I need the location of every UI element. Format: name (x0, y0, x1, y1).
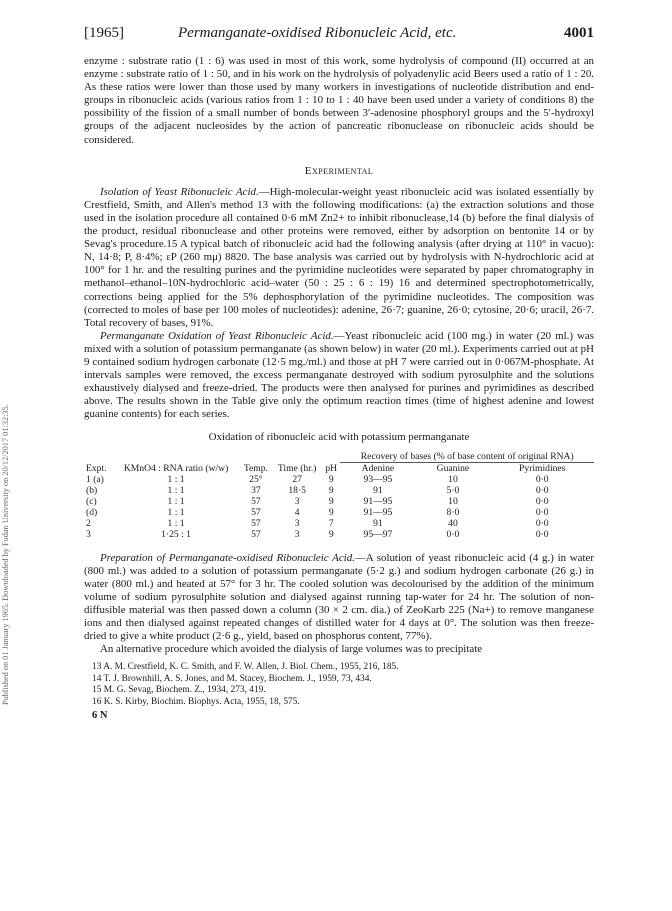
table-cell: 0·0 (535, 528, 549, 540)
download-watermark (0, 150, 16, 710)
col-expt: Expt. (86, 462, 107, 474)
table-row (84, 518, 594, 529)
table-cell: 1 : 1 (167, 484, 185, 496)
table-cell: 0·0 (535, 506, 549, 518)
col-pyrimidines: Pyrimidines (519, 462, 566, 474)
table-row (84, 529, 594, 540)
table-cell: 7 (328, 517, 334, 529)
isolation-paragraph (84, 186, 594, 330)
table-cell: 91 (373, 484, 383, 496)
table-cell: 27 (292, 473, 302, 485)
oxidation-title: Permanganate Oxidation of Yeast Ribonucleic Acid. (100, 329, 334, 342)
table-cell: 40 (448, 517, 458, 529)
preparation-paragraph (84, 552, 594, 644)
table-cell: 3 (294, 528, 300, 540)
table-cell: 57 (251, 506, 261, 518)
table-cell: 3 (86, 528, 91, 540)
table-row (84, 496, 594, 507)
table-cell: 5·0 (446, 484, 460, 496)
table-row (84, 474, 594, 485)
isolation-text: —High-molecular-weight yeast ribonucleic acid was isolated essentially by Crestfield, Smith, and Allen's method 13 with the following modifications: (a) the extraction solutions and those used in the isolation procedure all contained 0·6 mM Zn2+ to inhibit ribonuclease,14 (b) before the final dialysis of the product, residual ribonuclease and other proteins were removed, either by adsorption on bentonite 14 or by Sevag's procedure.15 A typical batch of ribonucleic acid had the following analysis (after drying at 110° in vacuo): N, 14·8; P, 8·4%; εP (260 mμ) 8820. The base analysis was carried out by hydrolysis with N-hydrochloric acid at 100° for 1 hr. and the resulting purines and the pyrimidine nucleotides were separated by paper chromatography in methanol–ethanol–10N-hydrochloric acid–water (50 : 25 : 6 : 19) 16 and determined spectrophotometrically, corrections being applied for the 5% dephosphorylation of the pyrimidine nucleotides. The composition was (corrected to moles of base per 100 moles of nucleotides): adenine, 26·7; guanine, 26·0; cytosine, 20·6; uracil, 26·7. Total recovery of bases, 91%. (84, 185, 594, 329)
preparation-title: Preparation of Permanganate-oxidised Ribonucleic Acid. (100, 551, 355, 564)
col-guanine: Guanine (436, 462, 470, 474)
oxidation-text: —Yeast ribonucleic acid (100 mg.) in water (20 ml.) was mixed with a solution of potassium permanganate (as shown below) in water (20 ml.). Experiments carried out at pH 9 contained sodium hydrogen carbonate (12·5 mg./ml.) and those at pH 7 were carried out in 0·067M-phosphate. At intervals samples were removed, the excess permanganate destroyed with sodium pyrosulphite and the solutions exhaustively dialysed and freeze-dried. The products were then analysed for purines and pyrimidines as described above. The results shown in the Table give only the optimum reaction times (time of highest adenine and lowest guanine contents) for each series. (84, 329, 594, 421)
table-cell: 91 (373, 517, 383, 529)
table-cell: 10 (448, 495, 458, 507)
col-ph: pH (325, 462, 338, 474)
table-cell: 1·25 : 1 (161, 528, 191, 540)
table-header-row (84, 462, 594, 474)
article-body (84, 55, 594, 722)
table-cell: 9 (328, 495, 334, 507)
table-cell: 1 : 1 (167, 517, 185, 529)
col-adenine: Adenine (361, 462, 395, 474)
reference-item: 13 A. M. Crestfield, K. C. Smith, and F. W. Allen, J. Biol. Chem., 1955, 216, 185. (92, 662, 399, 673)
table-cell: 9 (328, 506, 334, 518)
table-cell: 4 (294, 506, 300, 518)
table-caption: Oxidation of ribonucleic acid with potassium permanganate (208, 431, 470, 444)
table-row (84, 485, 594, 496)
table-cell: 91—95 (363, 495, 393, 507)
recovery-group-header: Recovery of bases (% of base content of original RNA) (340, 451, 594, 463)
results-table (84, 451, 594, 540)
references (84, 662, 594, 708)
table-cell: (d) (86, 506, 98, 518)
header-title: Permanganate-oxidised Ribonucleic Acid, etc. (178, 25, 457, 41)
alternative-paragraph: An alternative procedure which avoided the dialysis of large volumes was to precipitate (100, 643, 483, 656)
running-header (84, 25, 594, 47)
table-cell: 0·0 (535, 473, 549, 485)
table-cell: 57 (251, 517, 261, 529)
table-cell: 91—95 (363, 506, 393, 518)
col-time: Time (hr.) (277, 462, 317, 474)
section-heading: Experimental (304, 164, 374, 177)
table-cell: 1 : 1 (167, 495, 185, 507)
table-row (84, 507, 594, 518)
table-cell: 37 (251, 484, 261, 496)
table-cell: (b) (86, 484, 98, 496)
reference-item: 16 K. S. Kirby, Biochim. Biophys. Acta, 1955, 18, 575. (92, 697, 300, 708)
table-cell: 18·5 (288, 484, 306, 496)
table-cell: 8·0 (446, 506, 460, 518)
table-cell: 0·0 (535, 495, 549, 507)
table-cell: 9 (328, 528, 334, 540)
table-cell: 0·0 (535, 484, 549, 496)
preparation-text: —A solution of yeast ribonucleic acid (4 g.) in water (800 ml.) was added to a solution of potassium permanganate (5·2 g.) and sodium hydrogen carbonate (26 g.) in water (800 ml.) and heated at 57° for 3 hr. The cooled solution was decolourised by the addition of the minimum volume of sodium pyrosulphite solution and dialysed against running tap-water for 24 hr. The solution of non-diffusible material was then passed down a column (30 × 2 cm. dia.) of ZeoKarb 225 (Na+) to remove manganese ions and then dialysed against repeated changes of distilled water for 4 days at 0°. The solution was then freeze-dried to give a white product (2·6 g., yield, based on phosphorus content, 77%). (84, 551, 594, 643)
col-ratio: KMnO4 : RNA ratio (w/w) (123, 462, 229, 474)
header-year: [1965] (84, 25, 124, 41)
page-number: 4001 (564, 25, 594, 41)
table-cell: 57 (251, 528, 261, 540)
table-cell: 3 (294, 517, 300, 529)
table-cell: 0·0 (446, 528, 460, 540)
table-cell: 10 (448, 473, 458, 485)
reference-item: 15 M. G. Sevag, Biochem. Z., 1934, 273, 419. (92, 685, 266, 696)
col-temp: Temp. (243, 462, 268, 474)
table-cell: 3 (294, 495, 300, 507)
download-watermark-text: Published on 01 January 1965. Downloaded by Fudan University on 20/12/2017 01:32:35. (1, 404, 10, 705)
table-body (84, 474, 594, 540)
table-cell: 1 : 1 (167, 506, 185, 518)
table-cell: (c) (86, 495, 97, 507)
table-header-row-group (84, 451, 594, 463)
signature-mark: 6 N (92, 709, 108, 721)
table-cell: 93—95 (363, 473, 393, 485)
table-cell: 95—97 (363, 528, 393, 540)
intro-paragraph: enzyme : substrate ratio (1 : 6) was used in most of this work, some hydrolysis of compound (II) occurred at an enzyme : substrate ratio of 1 : 50, and in his work on the hydrolysis of polyadenylic acid Beers used a ratio of 1 : 20. As these ratios were lower than those used by many workers in investigations of nucleotide distribution and end-groups in ribonucleic acids (various ratios from 1 : 10 to 1 : 40 have been used under a variety of conditions 8) the possibility of the fission of a small number of bonds between 3′-adenosine phosphoryl groups and the 5′-hydroxyl groups of the adjacent nucleosides by the action of pancreatic ribonuclease on ribonucleic acids should be considered. (84, 55, 594, 146)
oxidation-paragraph (84, 330, 594, 422)
table-cell: 1 : 1 (167, 473, 185, 485)
table-cell: 1 (a) (86, 473, 104, 485)
reference-item: 14 T. J. Brownhill, A. S. Jones, and M. Stacey, Biochem. J., 1959, 73, 434. (92, 673, 372, 684)
table-cell: 0·0 (535, 517, 549, 529)
isolation-title: Isolation of Yeast Ribonucleic Acid. (100, 185, 259, 198)
table-cell: 25° (249, 473, 263, 485)
table-cell: 57 (251, 495, 261, 507)
table-cell: 2 (86, 517, 91, 529)
table-cell: 9 (328, 473, 334, 485)
table-cell: 9 (328, 484, 334, 496)
